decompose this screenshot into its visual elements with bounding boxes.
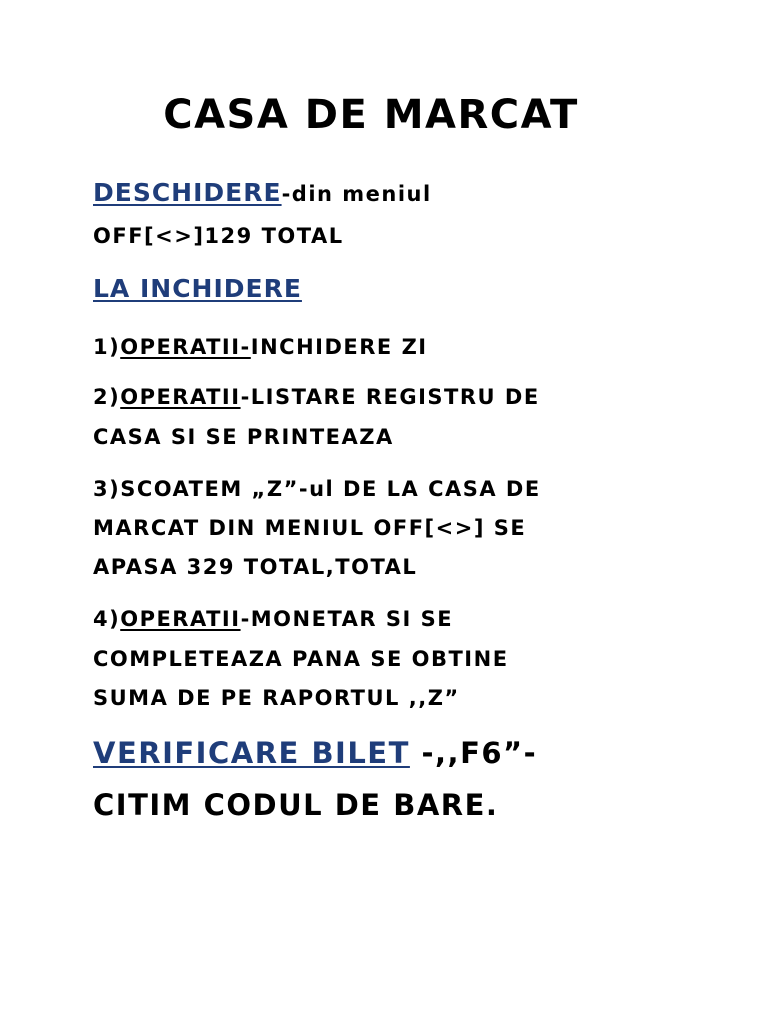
step-2-underlined: OPERATII <box>120 385 241 409</box>
step-3-line-1 <box>93 477 541 501</box>
step-2-line-1 <box>93 385 540 409</box>
step-2-prefix: 2) <box>93 385 121 409</box>
deschidere-line-1 <box>93 178 432 207</box>
step-3-line-2 <box>93 516 526 540</box>
step-4-line-1 <box>93 607 453 631</box>
step-4-line-2-text: COMPLETEAZA PANA SE OBTINE <box>93 647 509 671</box>
deschidere-text-2: OFF[<>]129 TOTAL <box>93 224 344 248</box>
verificare-line-1 <box>93 736 537 770</box>
step-4-line-3 <box>93 686 460 710</box>
step-2-line-2 <box>93 425 394 449</box>
step-4-line-3-text: SUMA DE PE RAPORTUL ,,Z” <box>93 686 460 710</box>
inchidere-heading: LA INCHIDERE <box>93 274 302 303</box>
step-4-underlined: OPERATII <box>120 607 241 631</box>
step-1-underlined: OPERATII- <box>120 335 251 359</box>
inchidere-heading-line <box>93 274 302 303</box>
verificare-heading: VERIFICARE BILET <box>93 736 410 770</box>
step-4-line-2 <box>93 647 509 671</box>
step-2-rest: -LISTARE REGISTRU DE <box>240 385 540 409</box>
step-1-rest: INCHIDERE ZI <box>250 335 428 359</box>
step-1-prefix: 1) <box>93 335 121 359</box>
step-3-line-1-text: 3)SCOATEM „Z”-ul DE LA CASA DE <box>93 477 541 501</box>
deschidere-heading: DESCHIDERE <box>93 178 282 207</box>
step-1-line <box>93 335 428 359</box>
deschidere-line-2 <box>93 224 344 248</box>
verificare-text-2: CITIM CODUL DE BARE. <box>93 788 499 822</box>
deschidere-text-1: -din meniul <box>281 182 432 206</box>
step-3-line-2-text: MARCAT DIN MENIUL OFF[<>] SE <box>93 516 527 540</box>
step-3-line-3 <box>93 555 417 579</box>
step-2-line-2-text: CASA SI SE PRINTEAZA <box>93 425 394 449</box>
step-4-rest: -MONETAR SI SE <box>240 607 454 631</box>
step-4-prefix: 4) <box>93 607 121 631</box>
document-title: CASA DE MARCAT <box>163 92 579 138</box>
step-3-line-3-text: APASA 329 TOTAL,TOTAL <box>93 555 418 579</box>
verificare-text-1: -,,F6”- <box>409 736 538 770</box>
verificare-line-2 <box>93 788 498 822</box>
